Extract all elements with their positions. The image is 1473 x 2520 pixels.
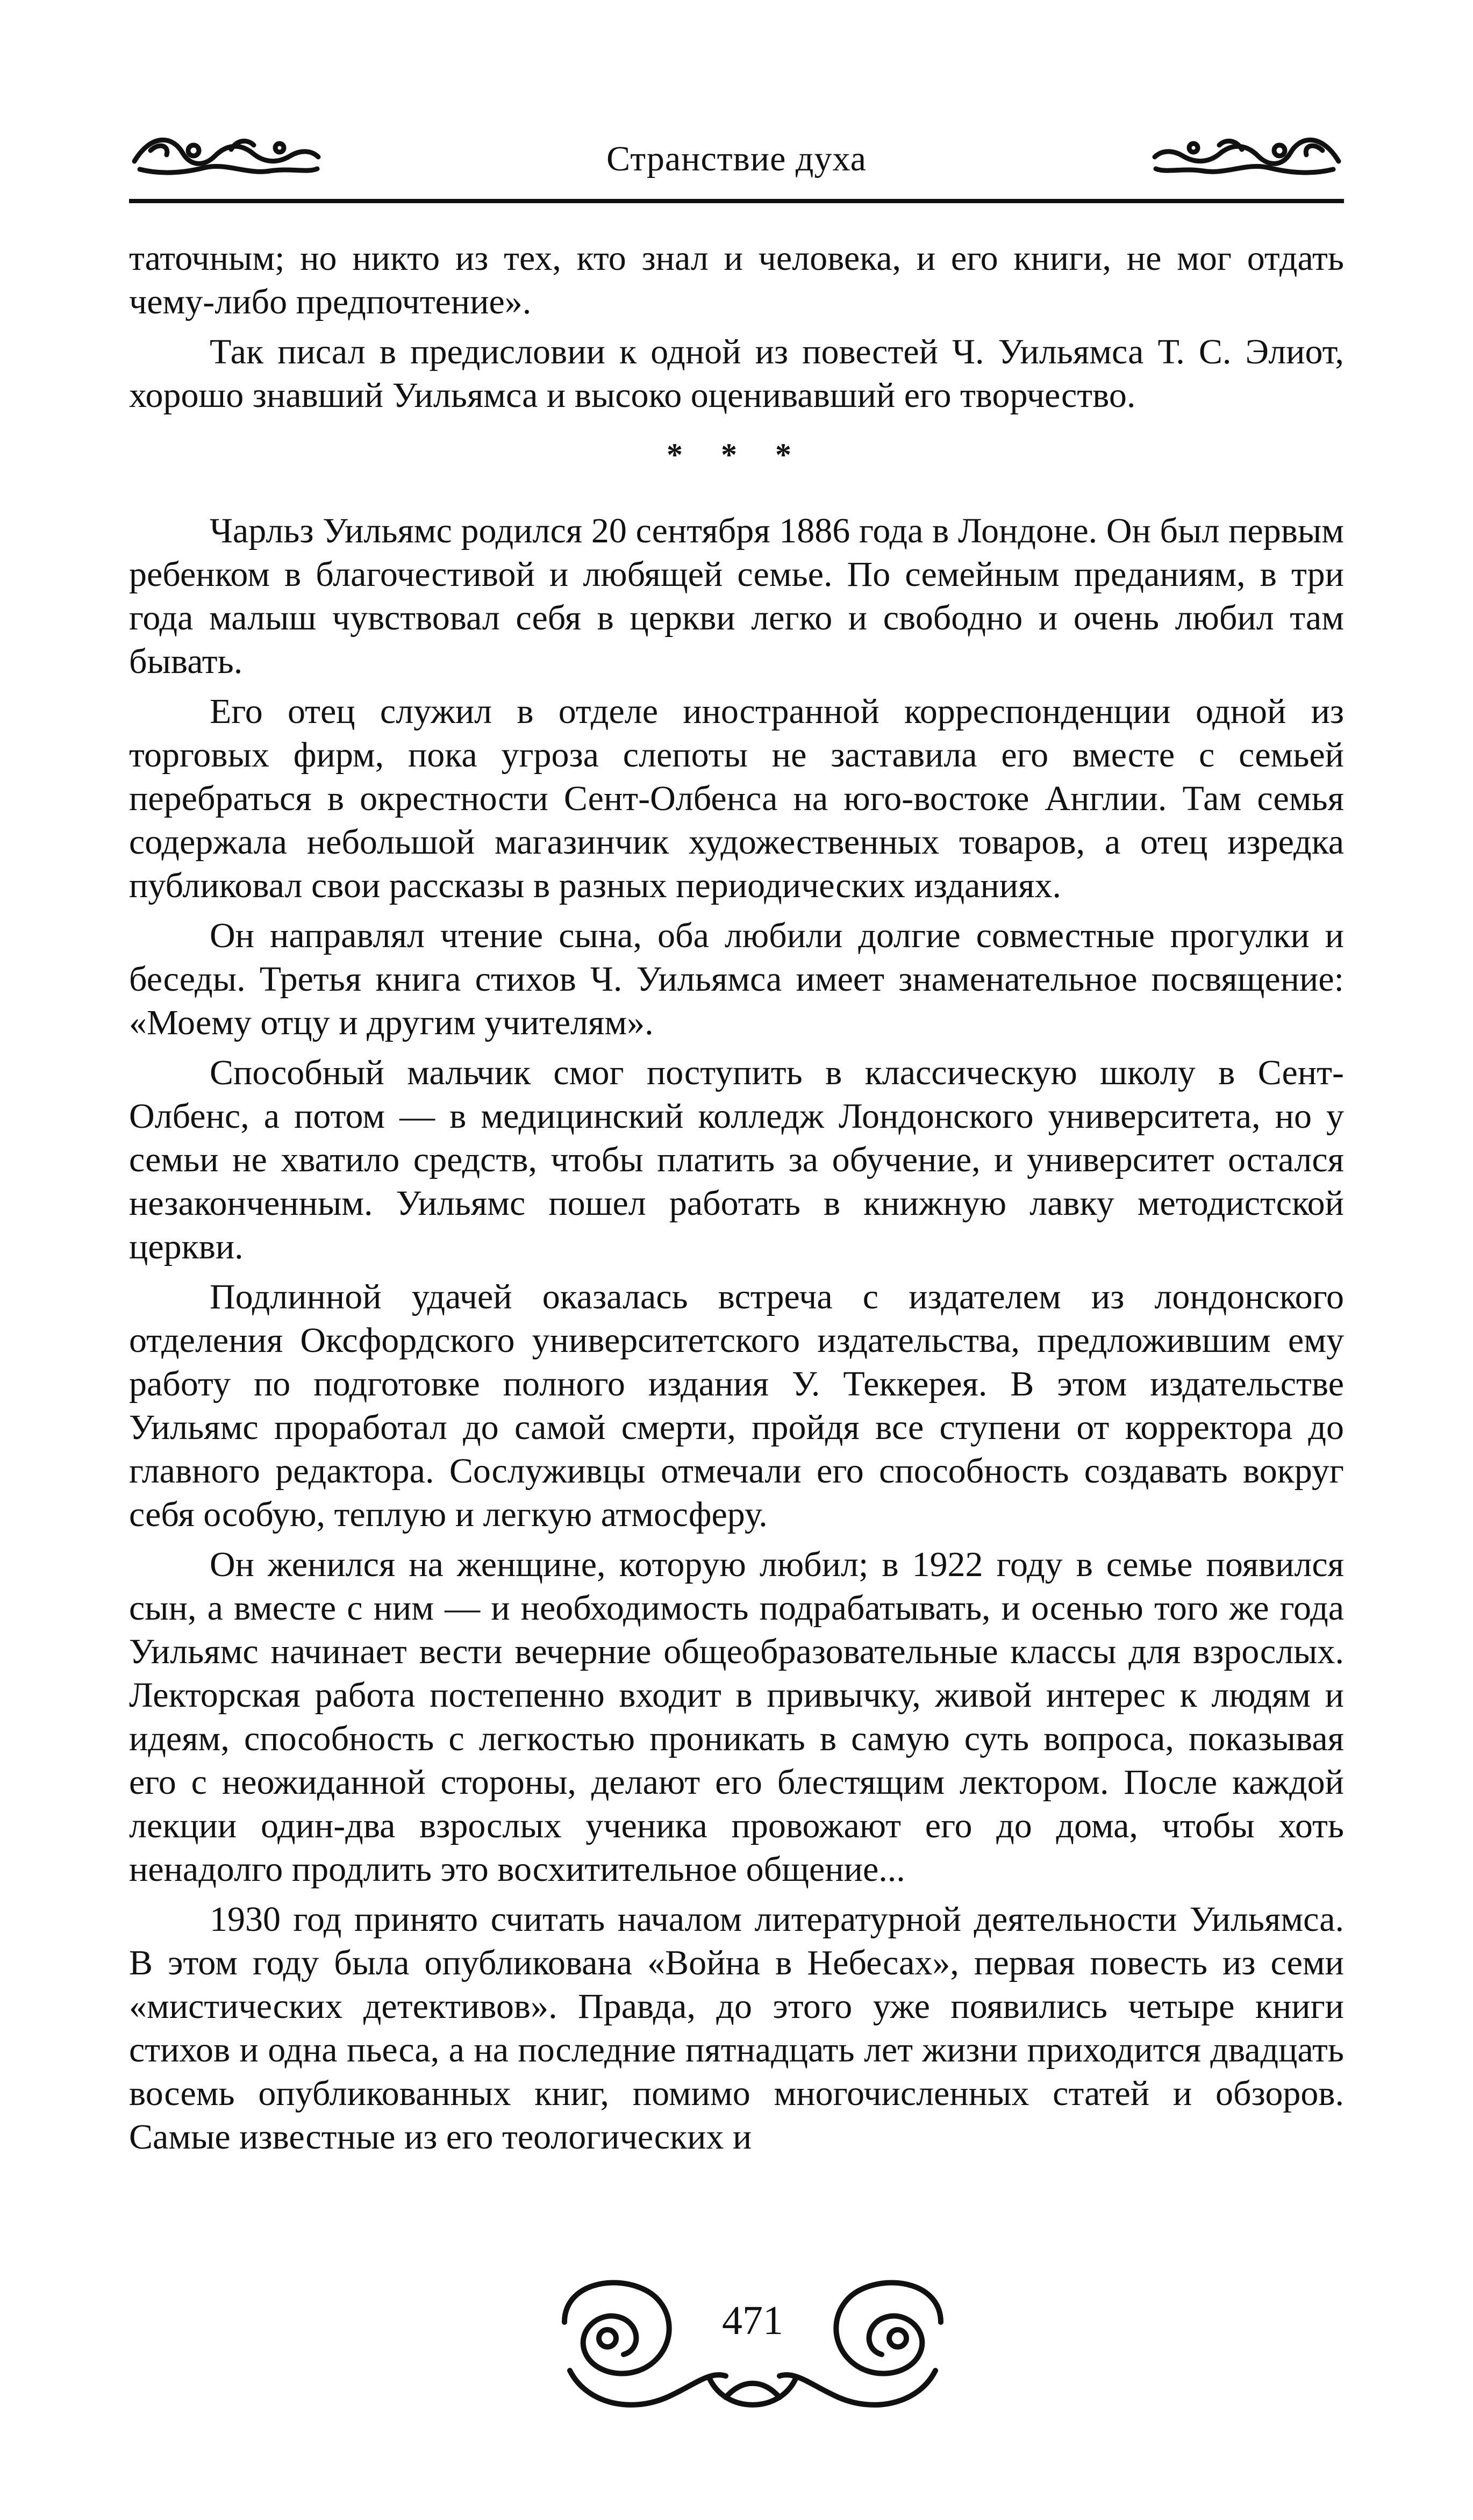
paragraph: таточным; но никто из тех, кто знал и человека, и его книги, не мог отдать чему-либо предпочтение». — [129, 239, 1344, 321]
paragraph: 1930 год принято считать началом литературной деятельности Уильямса. В этом году была опубликована «Война в Небесах», первая повесть из семи «мистических детективов». Правда, до этого уже появились четыре книги стихов и одна пьеса, а на последние пятнадцать лет жизни приходится двадцать восемь опубликованных книг, помимо многочисленных статей и обзоров. Самые известные из его теологических и — [129, 1900, 1344, 2157]
paragraph: Подлинной удачей оказалась встреча с издателем из лондонского отделения Оксфордского университетского издательства, предложившим ему работу по подготовке полного издания У. Теккерея. В этом издательстве Уильямс проработал до самой смерти, пройдя все ступени от корректора до главного редактора. Сослуживцы отмечали его способность создавать вокруг себя особую, теплую и легкую атмосферу. — [129, 1277, 1344, 1534]
running-header — [129, 118, 1344, 199]
section-separator: * * * — [667, 437, 806, 472]
paragraph: Он женился на женщине, которую любил; в 1922 году в семье появился сын, а вместе с ним — и необходимость подрабатывать, и осенью того же года Уильямс начинает вести вечерние общеобразовательные классы для взрослых. Лекторская работа постепенно входит в привычку, живой интерес к людям и идеям, способность с легкостью проникать в самую суть вопроса, показывая его с неожиданной стороны, делают его блестящим лектором. После каждой лекции один-два взрослых ученика провожают его до дома, чтобы хоть ненадолго продлить это восхитительное общение... — [129, 1545, 1344, 1889]
running-title: Странствие духа — [606, 139, 867, 178]
paragraph: Чарльз Уильямс родился 20 сентября 1886 года в Лондоне. Он был первым ребенком в благочестивой и любящей семье. По семейным преданиям, в три года малыш чувствовал себя в церкви легко и свободно и очень любил там бывать. — [129, 511, 1344, 681]
paragraph: Способный мальчик смог поступить в классическую школу в Сент-Олбенс, а потом — в медицинский колледж Лондонского университета, но у семьи не хватило средств, чтобы платить за обучение, и университет остался незаконченным. Уильямс пошел работать в книжную лавку методистской церкви. — [129, 1053, 1344, 1266]
header-rule — [129, 199, 1344, 203]
paragraph: Он направлял чтение сына, оба любили долгие совместные прогулки и беседы. Третья книга стихов Ч. Уильямса имеет знаменательное посвящение: «Моему отцу и другим учителям». — [129, 916, 1344, 1042]
page-footer — [548, 2263, 957, 2424]
dragon-ornament-icon — [1150, 124, 1344, 183]
paragraph: Его отец служил в отделе иностранной корреспонденции одной из торговых фирм, пока угроза слепоты не заставила его вместе с семьей перебраться в окрестности Сент-Олбенса на юго-востоке Англии. Там семья содержала небольшой магазинчик художественных товаров, а отец изредка публиковал свои рассказы в разных периодических изданиях. — [129, 692, 1344, 905]
page-number: 471 — [722, 2298, 783, 2343]
body-text — [129, 237, 1344, 2165]
paragraph: Так писал в предисловии к одной из повестей Ч. Уильямса Т. С. Элиот, хорошо знавший Уильямса и высоко оценивавший его творчество. — [129, 332, 1344, 415]
